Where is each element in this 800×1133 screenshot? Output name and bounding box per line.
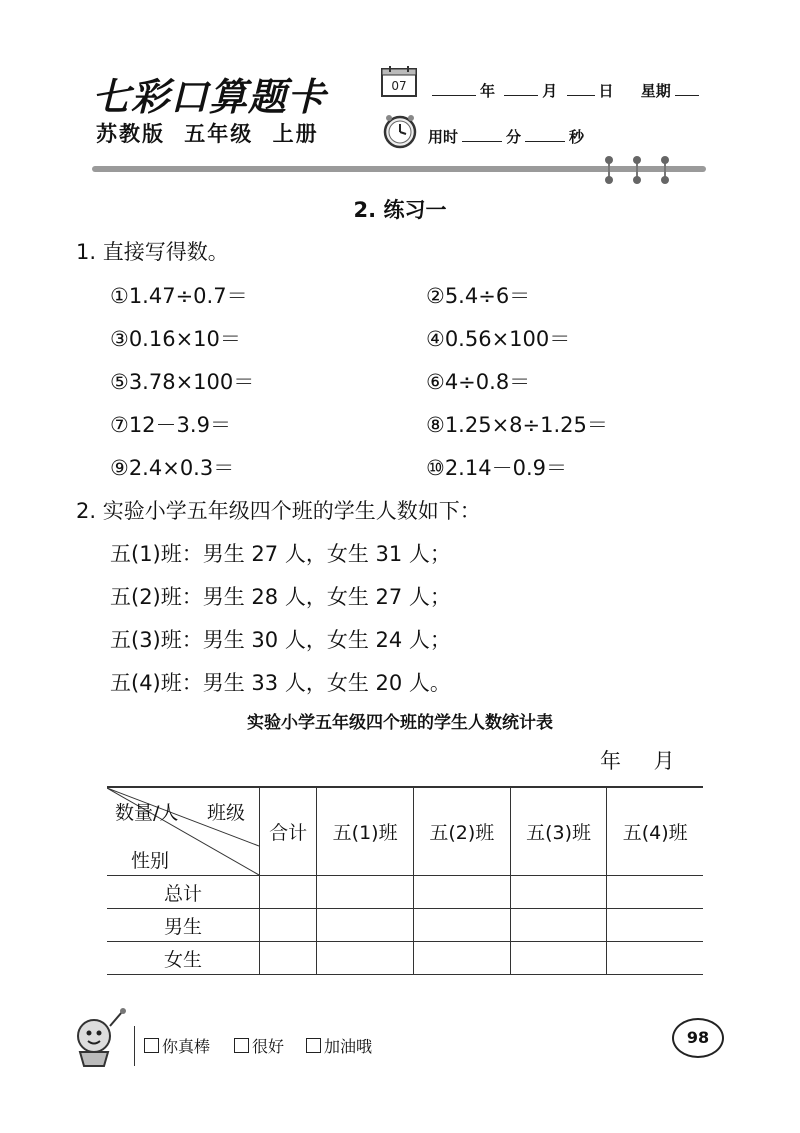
calc-item: ⑩2.14－0.9＝	[426, 456, 567, 480]
calendar-icon	[380, 64, 418, 98]
answer-cell[interactable]	[317, 942, 414, 975]
minute-blank[interactable]	[462, 127, 502, 142]
checkbox-icon[interactable]	[144, 1038, 159, 1053]
weekday-label: 星期	[640, 82, 671, 100]
day-blank[interactable]	[567, 81, 595, 96]
table-row	[107, 876, 703, 909]
answer-cell[interactable]	[510, 909, 607, 942]
month-blank[interactable]	[504, 81, 538, 96]
column-header: 五(4)班	[607, 787, 703, 876]
answer-cell[interactable]	[260, 876, 317, 909]
row-header: 总计	[107, 876, 260, 909]
answer-cell[interactable]	[413, 876, 510, 909]
answer-cell[interactable]	[260, 942, 317, 975]
binder-ring-icon	[636, 160, 638, 180]
calc-item: ⑨2.4×0.3＝	[110, 456, 235, 480]
answer-cell[interactable]	[413, 942, 510, 975]
class-info-line: 五(2)班：男生 28 人，女生 27 人；	[110, 585, 451, 609]
answer-cell[interactable]	[607, 876, 703, 909]
time-line	[428, 126, 584, 147]
minute-label: 分	[506, 128, 522, 146]
calendar-day: 07	[391, 79, 407, 93]
date-line	[428, 80, 703, 101]
table-year-month: 年 月	[600, 749, 675, 773]
calc-item: ⑧1.25×8÷1.25＝	[426, 413, 608, 437]
question-1-title: 1. 直接写得数。	[76, 240, 229, 264]
column-header: 五(3)班	[510, 787, 607, 876]
footer-divider	[134, 1026, 135, 1066]
binder-ring-icon	[608, 160, 610, 180]
calc-item: ⑦12－3.9＝	[110, 413, 231, 437]
calc-item: ⑤3.78×100＝	[110, 370, 255, 394]
time-used-label: 用时	[428, 128, 459, 146]
weekday-blank[interactable]	[675, 81, 699, 96]
checkbox-icon[interactable]	[234, 1038, 249, 1053]
rating-option-good[interactable]: 很好	[234, 1034, 284, 1057]
second-label: 秒	[569, 128, 585, 146]
corner-quantity-label: 数量/人	[115, 802, 179, 824]
section-title: 2. 练习一	[353, 198, 447, 222]
statistics-table	[107, 786, 703, 975]
rating-option-great[interactable]: 你真棒	[144, 1034, 210, 1057]
corner-cell	[107, 787, 260, 876]
row-header: 女生	[107, 942, 260, 975]
mascot-icon	[66, 1006, 130, 1070]
answer-cell[interactable]	[607, 909, 703, 942]
answer-cell[interactable]	[510, 942, 607, 975]
header-divider	[92, 166, 706, 172]
page-number: 98	[672, 1018, 724, 1058]
second-blank[interactable]	[525, 127, 565, 142]
checkbox-icon[interactable]	[306, 1038, 321, 1053]
answer-cell[interactable]	[317, 876, 414, 909]
binder-ring-icon	[664, 160, 666, 180]
edition-label: 苏教版 五年级 上册	[96, 122, 319, 146]
answer-cell[interactable]	[413, 909, 510, 942]
rating-option-keep-going[interactable]: 加油哦	[306, 1034, 372, 1057]
column-header: 合计	[260, 787, 317, 876]
answer-cell[interactable]	[510, 876, 607, 909]
table-row	[107, 942, 703, 975]
calc-item: ④0.56×100＝	[426, 327, 571, 351]
column-header: 五(2)班	[413, 787, 510, 876]
question-2-title: 2. 实验小学五年级四个班的学生人数如下：	[76, 499, 481, 523]
table-title: 实验小学五年级四个班的学生人数统计表	[247, 713, 553, 733]
calc-item: ①1.47÷0.7＝	[110, 284, 248, 308]
corner-class-label: 班级	[207, 802, 246, 824]
table-row	[107, 909, 703, 942]
answer-cell[interactable]	[607, 942, 703, 975]
day-label: 日	[598, 82, 614, 100]
calc-item: ②5.4÷6＝	[426, 284, 531, 308]
month-label: 月	[542, 82, 558, 100]
class-info-line: 五(3)班：男生 30 人，女生 24 人；	[110, 628, 451, 652]
brand-title: 七彩口算题卡	[92, 74, 327, 119]
calc-item: ⑥4÷0.8＝	[426, 370, 531, 394]
class-info-line: 五(1)班：男生 27 人，女生 31 人；	[110, 542, 451, 566]
column-header: 五(1)班	[317, 787, 414, 876]
calc-item: ③0.16×10＝	[110, 327, 241, 351]
class-info-line: 五(4)班：男生 33 人，女生 20 人。	[110, 671, 451, 695]
row-header: 男生	[107, 909, 260, 942]
year-blank[interactable]	[432, 81, 476, 96]
answer-cell[interactable]	[260, 909, 317, 942]
answer-cell[interactable]	[317, 909, 414, 942]
table-header-row	[107, 787, 703, 876]
year-label: 年	[480, 82, 496, 100]
corner-gender-label: 性别	[131, 850, 170, 872]
clock-icon	[382, 113, 418, 149]
